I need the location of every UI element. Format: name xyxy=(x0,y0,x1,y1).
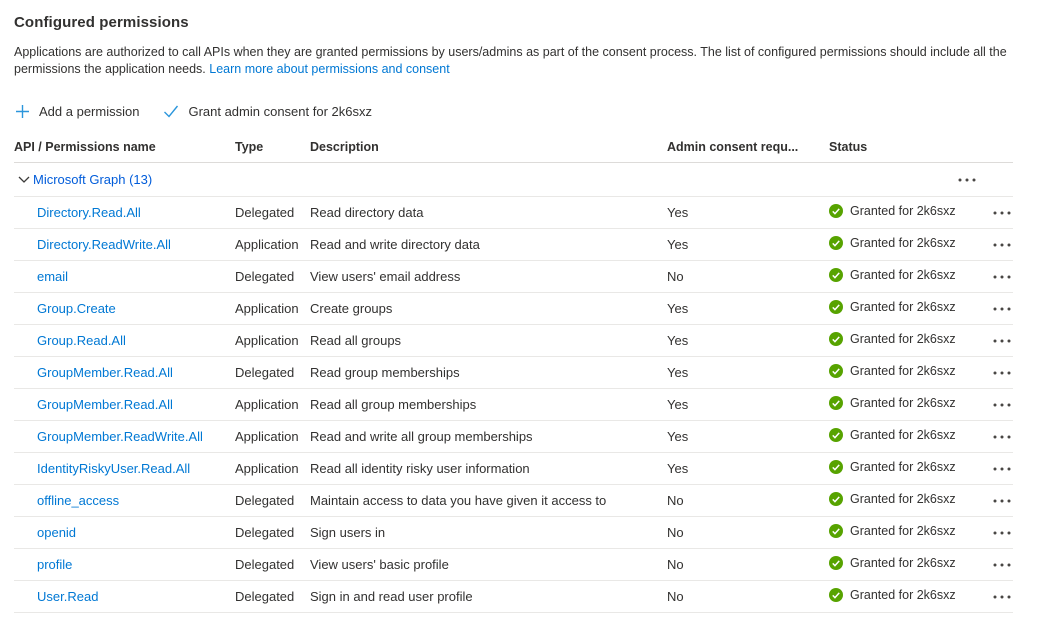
permission-description: Read directory data xyxy=(310,205,424,220)
admin-consent-required: No xyxy=(667,557,684,572)
granted-check-icon xyxy=(829,588,843,602)
admin-consent-required: No xyxy=(667,269,684,284)
row-more-options-button[interactable] xyxy=(991,591,1013,603)
permission-description: Read all groups xyxy=(310,333,402,348)
status-text: Granted for 2k6sxz xyxy=(850,332,956,346)
row-more-options-button[interactable] xyxy=(991,239,1013,251)
table-row xyxy=(14,197,1013,229)
add-permission-button[interactable] xyxy=(14,97,149,125)
admin-consent-required: Yes xyxy=(667,365,689,380)
permission-rows xyxy=(14,197,1013,613)
granted-check-icon xyxy=(829,428,843,442)
table-header-row xyxy=(14,132,1013,163)
ellipsis-icon xyxy=(993,275,1011,279)
permission-type: Application xyxy=(235,333,299,348)
column-header-status[interactable]: Status xyxy=(829,140,868,154)
permission-name-link[interactable]: offline_access xyxy=(37,493,120,508)
table-row xyxy=(14,261,1013,293)
granted-check-icon xyxy=(829,332,843,346)
api-group-row xyxy=(14,163,1013,197)
status-badge xyxy=(829,204,956,218)
status-text: Granted for 2k6sxz xyxy=(850,524,956,538)
status-badge xyxy=(829,428,956,442)
status-text: Granted for 2k6sxz xyxy=(850,396,956,410)
ellipsis-icon xyxy=(993,531,1011,535)
status-text: Granted for 2k6sxz xyxy=(850,300,956,314)
permission-name-link[interactable]: Group.Read.All xyxy=(37,333,126,348)
status-badge xyxy=(829,332,956,346)
permission-type: Delegated xyxy=(235,269,295,284)
granted-check-icon xyxy=(829,300,843,314)
permission-name-link[interactable]: openid xyxy=(37,525,77,540)
column-header-name[interactable]: API / Permissions name xyxy=(14,140,156,154)
status-badge xyxy=(829,300,956,314)
status-text: Granted for 2k6sxz xyxy=(850,236,956,250)
admin-consent-required: Yes xyxy=(667,461,689,476)
permissions-table xyxy=(14,132,1013,613)
table-row xyxy=(14,421,1013,453)
description-text: Applications are authorized to call APIs when they are granted permissions by users/admins as part of the consent process. The list of configured permissions should include all the permissions the application needs. xyxy=(14,45,1007,76)
ellipsis-icon xyxy=(993,467,1011,471)
admin-consent-required: Yes xyxy=(667,429,689,444)
ellipsis-icon xyxy=(993,563,1011,567)
ellipsis-icon xyxy=(993,307,1011,311)
permission-description: View users' basic profile xyxy=(310,557,449,572)
permission-type: Application xyxy=(235,301,299,316)
permission-type: Application xyxy=(235,461,299,476)
api-group-label: Microsoft Graph (13) xyxy=(33,171,153,187)
chevron-down-icon xyxy=(18,176,30,184)
row-more-options-button[interactable] xyxy=(991,335,1013,347)
admin-consent-required: Yes xyxy=(667,237,689,252)
status-text: Granted for 2k6sxz xyxy=(850,460,956,474)
column-header-admin-consent[interactable]: Admin consent requ... xyxy=(667,140,799,154)
ellipsis-icon xyxy=(958,178,976,182)
permission-type: Delegated xyxy=(235,365,295,380)
permission-type: Application xyxy=(235,397,299,412)
checkmark-icon xyxy=(163,103,179,119)
row-more-options-button[interactable] xyxy=(991,207,1013,219)
description xyxy=(14,44,1013,78)
permission-type: Delegated xyxy=(235,493,295,508)
status-badge xyxy=(829,236,956,250)
ellipsis-icon xyxy=(993,211,1011,215)
permission-description: Read group memberships xyxy=(310,365,460,380)
permission-name-link[interactable]: email xyxy=(37,269,69,284)
table-row xyxy=(14,549,1013,581)
row-more-options-button[interactable] xyxy=(991,559,1013,571)
permission-type: Delegated xyxy=(235,557,295,572)
permission-description: View users' email address xyxy=(310,269,461,284)
status-badge xyxy=(829,556,956,570)
status-badge xyxy=(829,524,956,538)
admin-consent-required: No xyxy=(667,589,684,604)
status-badge xyxy=(829,268,956,282)
granted-check-icon xyxy=(829,268,843,282)
status-text: Granted for 2k6sxz xyxy=(850,492,956,506)
permission-type: Delegated xyxy=(235,589,295,604)
granted-check-icon xyxy=(829,524,843,538)
row-more-options-button[interactable] xyxy=(991,271,1013,283)
row-more-options-button[interactable] xyxy=(991,367,1013,379)
granted-check-icon xyxy=(829,364,843,378)
table-row xyxy=(14,229,1013,261)
permission-name-link[interactable]: Group.Create xyxy=(37,301,116,316)
grant-admin-consent-button[interactable] xyxy=(163,97,382,125)
admin-consent-required: Yes xyxy=(667,301,689,316)
column-header-description[interactable]: Description xyxy=(310,140,379,154)
ellipsis-icon xyxy=(993,243,1011,247)
permission-name-link[interactable]: GroupMember.Read.All xyxy=(37,365,173,380)
table-row xyxy=(14,389,1013,421)
permission-type: Delegated xyxy=(235,205,295,220)
permission-name-link[interactable]: GroupMember.ReadWrite.All xyxy=(37,429,203,444)
permission-description: Read all identity risky user information xyxy=(310,461,530,476)
status-badge xyxy=(829,588,956,602)
permission-description: Read and write all group memberships xyxy=(310,429,533,444)
permission-name-link[interactable]: Directory.Read.All xyxy=(37,205,141,220)
ellipsis-icon xyxy=(993,403,1011,407)
permission-name-link[interactable]: User.Read xyxy=(37,589,99,604)
table-row xyxy=(14,581,1013,613)
granted-check-icon xyxy=(829,236,843,250)
status-text: Granted for 2k6sxz xyxy=(850,428,956,442)
ellipsis-icon xyxy=(993,499,1011,503)
status-text: Granted for 2k6sxz xyxy=(850,204,956,218)
status-text: Granted for 2k6sxz xyxy=(850,588,956,602)
status-badge xyxy=(829,396,956,410)
admin-consent-required: No xyxy=(667,493,684,508)
ellipsis-icon xyxy=(993,595,1011,599)
admin-consent-required: Yes xyxy=(667,333,689,348)
permission-type: Delegated xyxy=(235,525,295,540)
permission-name-link[interactable]: Directory.ReadWrite.All xyxy=(37,237,171,252)
admin-consent-required: Yes xyxy=(667,397,689,412)
plus-icon xyxy=(14,103,30,119)
granted-check-icon xyxy=(829,492,843,506)
grant-admin-consent-label: Grant admin consent for 2k6sxz xyxy=(188,103,372,119)
status-text: Granted for 2k6sxz xyxy=(850,556,956,570)
learn-more-link[interactable]: Learn more about permissions and consent xyxy=(209,62,450,76)
ellipsis-icon xyxy=(993,371,1011,375)
granted-check-icon xyxy=(829,396,843,410)
add-permission-label: Add a permission xyxy=(39,103,140,119)
command-bar xyxy=(14,94,1013,128)
group-more-options-button[interactable] xyxy=(956,174,978,186)
table-row xyxy=(14,293,1013,325)
status-badge xyxy=(829,492,956,506)
row-more-options-button[interactable] xyxy=(991,399,1013,411)
table-row xyxy=(14,453,1013,485)
permission-name-link[interactable]: IdentityRiskyUser.Read.All xyxy=(37,461,191,476)
status-text: Granted for 2k6sxz xyxy=(850,364,956,378)
granted-check-icon xyxy=(829,204,843,218)
row-more-options-button[interactable] xyxy=(991,495,1013,507)
row-more-options-button[interactable] xyxy=(991,431,1013,443)
permission-description: Read and write directory data xyxy=(310,237,480,252)
permission-name-link[interactable]: GroupMember.Read.All xyxy=(37,397,173,412)
admin-consent-required: No xyxy=(667,525,684,540)
table-row xyxy=(14,325,1013,357)
permission-description: Sign in and read user profile xyxy=(310,589,473,604)
status-badge xyxy=(829,364,956,378)
table-row xyxy=(14,517,1013,549)
microsoft-graph-expander[interactable] xyxy=(18,172,152,187)
column-header-type[interactable]: Type xyxy=(235,140,264,154)
permission-description: Maintain access to data you have given it access to xyxy=(310,493,607,508)
status-text: Granted for 2k6sxz xyxy=(850,268,956,282)
permission-description: Read all group memberships xyxy=(310,397,477,412)
permission-name-link[interactable]: profile xyxy=(37,557,73,572)
permission-type: Application xyxy=(235,429,299,444)
granted-check-icon xyxy=(829,460,843,474)
table-row xyxy=(14,357,1013,389)
page-title: Configured permissions xyxy=(14,14,189,31)
status-badge xyxy=(829,460,956,474)
granted-check-icon xyxy=(829,556,843,570)
permission-description: Create groups xyxy=(310,301,393,316)
table-row xyxy=(14,485,1013,517)
ellipsis-icon xyxy=(993,339,1011,343)
admin-consent-required: Yes xyxy=(667,205,689,220)
row-more-options-button[interactable] xyxy=(991,463,1013,475)
permission-description: Sign users in xyxy=(310,525,386,540)
permission-type: Application xyxy=(235,237,299,252)
ellipsis-icon xyxy=(993,435,1011,439)
row-more-options-button[interactable] xyxy=(991,303,1013,315)
row-more-options-button[interactable] xyxy=(991,527,1013,539)
